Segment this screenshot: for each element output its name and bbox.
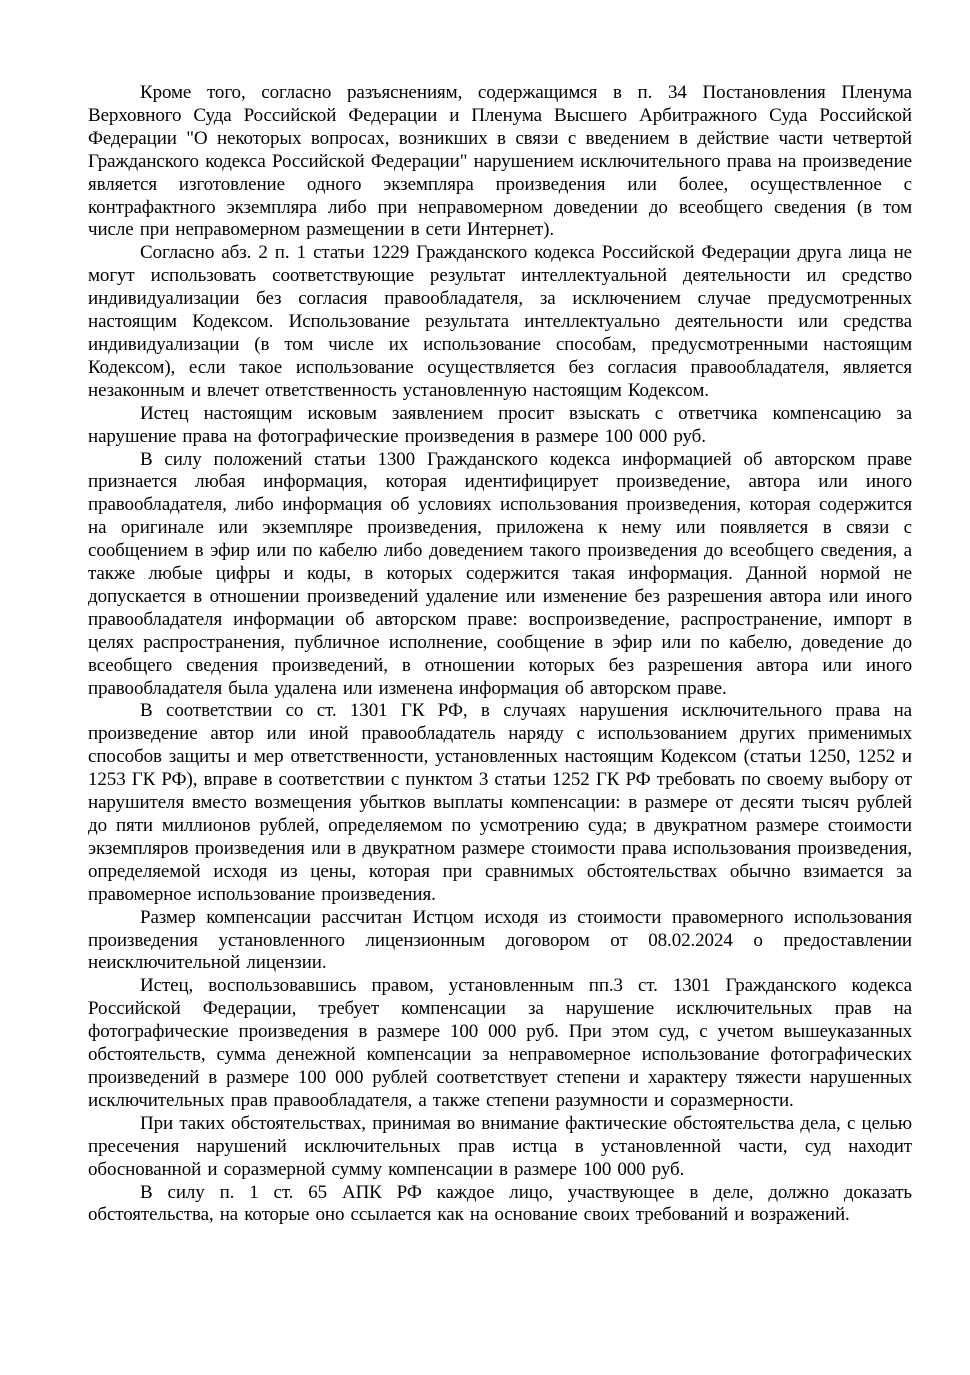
paragraph-article-1300: В силу положений статьи 1300 Гражданского кодекса информацией об авторском праве признается любая информация, которая идентифицирует произведение, автора или иного правообладателя, либо информация об условиях использования произведения, которая содержится на оригинале или экземпляре произведения, приложена к нему или появляется в связи с сообщением в эфир или по кабелю либо доведением такого произведения до всеобщего сведения, а также любые цифры и коды, в которых содержится такая информация. Данной нормой не допускается в отношении произведений удаление или изменение без разрешения автора или иного правообладателя информации об авторском праве: воспроизведение, распространение, импорт в целях распространения, публичное исполнение, сообщение в эфир или по кабелю, доведение до всеобщего сведения произведений, в отношении которых без разрешения автора или иного правообладателя была удалена или изменена информация об авторском праве.	[88, 448, 912, 699]
paragraph-claim-amount: Истец, воспользовавшись правом, установленным пп.3 ст. 1301 Гражданского кодекса Российской Федерации, требует компенсации за нарушение исключительных прав на фотографические произведения в размере 100 000 руб. При этом суд, с учетом вышеуказанных обстоятельств, сумма денежной компенсации за неправомерное использование фотографических произведений в размере 100 000 рублей соответствует степени и характеру тяжести нарушенных исключительных прав правообладателя, а также степени разумности и соразмерности.	[88, 975, 912, 1111]
paragraph-license-agreement: Размер компенсации рассчитан Истцом исходя из стоимости правомерного использования произведения установленного лицензионным договором от 08.02.2024 о предоставлении неисключительной лицензии.	[88, 906, 912, 974]
paragraph-article-1301: В соответствии со ст. 1301 ГК РФ, в случаях нарушения исключительного права на произведение автор или иной правообладатель наряду с использованием других применимых способов защиты и мер ответственности, установленных настоящим Кодексом (статьи 1250, 1252 и 1253 ГК РФ), вправе в соответствии с пунктом 3 статьи 1252 ГК РФ требовать по своему выбору от нарушителя вместо возмещения убытков выплаты компенсации: в размере от десяти тысяч рублей до пяти миллионов рублей, определяемом по усмотрению суда; в двукратном размере стоимости экземпляров произведения или в двукратном размере стоимости права использования произведения, определяемой исходя из цены, которая при сравнимых обстоятельствах обычно взимается за правомерное использование произведения.	[88, 700, 912, 905]
paragraph-plenum-34: Кроме того, согласно разъяснениям, содержащимся в п. 34 Постановления Пленума Верховного Суда Российской Федерации и Пленума Высшего Арбитражного Суда Российской Федерации "О некоторых вопросах, возникших в связи с введением в действие части четвертой Гражданского кодекса Российской Федерации" нарушением исключительного права на произведение является изготовление одного экземпляра произведения или более, осуществленное с контрафактного экземпляра либо при неправомерном доведении до всеобщего сведения (в том числе при неправомерном размещении в сети Интернет).	[88, 82, 912, 241]
paragraph-article-1229: Согласно абз. 2 п. 1 статьи 1229 Гражданского кодекса Российской Федерации друга лица не могут использовать соответствующие результат интеллектуальной деятельности ил средство индивидуализации без согласия правообладателя, за исключением случае предусмотренных настоящим Кодексом. Использование результата интеллектуально деятельности или средства индивидуализации (в том числе их использование способам, предусмотренными настоящим Кодексом), если такое использование осуществляется без согласия правообладателя, является незаконным и влечет ответственность установленную настоящим Кодексом.	[88, 242, 912, 401]
paragraph-court-finding: При таких обстоятельствах, принимая во внимание фактические обстоятельства дела, с целью пресечения нарушений исключительных прав истца в установленной части, суд находит обоснованной и соразмерной сумму компенсации в размере 100 000 руб.	[88, 1112, 912, 1180]
paragraph-claim-compensation: Истец настоящим исковым заявлением просит взыскать с ответчика компенсацию за нарушение права на фотографические произведения в размере 100 000 руб.	[88, 402, 912, 447]
paragraph-apk-65: В силу п. 1 ст. 65 АПК РФ каждое лицо, участвующее в деле, должно доказать обстоятельства, на которые оно ссылается как на основание своих требований и возражений.	[88, 1181, 912, 1226]
